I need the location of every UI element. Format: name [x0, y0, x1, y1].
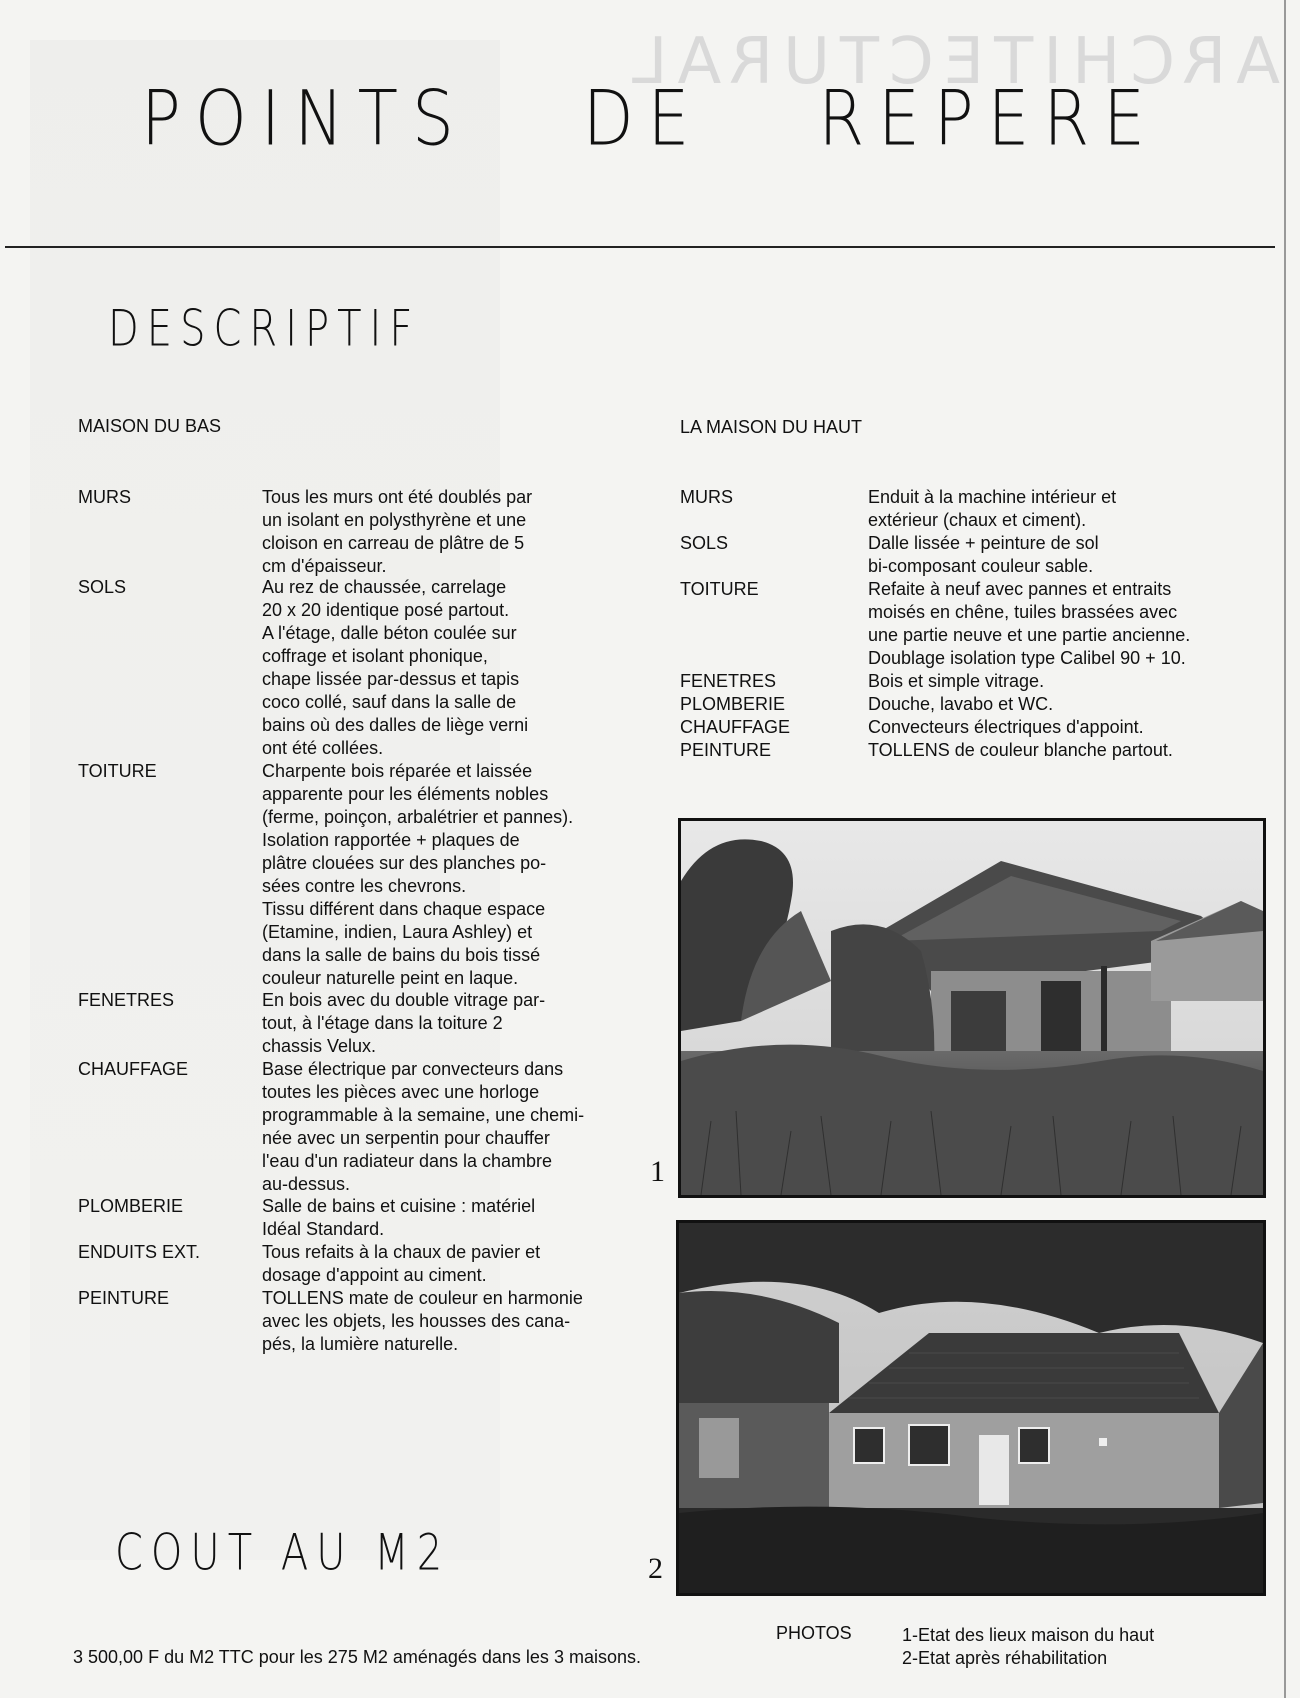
bas-label-peinture: PEINTURE [78, 1288, 170, 1308]
photo-number-2: 2 [648, 1552, 663, 1585]
bas-label-plomberie: PLOMBERIE [78, 1196, 184, 1216]
bas-text-plomberie: Salle de bains et cuisine : matériel Idéal Standard. [262, 1196, 536, 1239]
haut-text-sols: Dalle lissée + peinture de sol bi-composant couleur sable. [868, 533, 1099, 576]
bas-text-toiture: Charpente bois réparée et laissée apparente pour les éléments nobles (ferme, poinçon, arbalétrier et pannes). Isolation rapportée + plaques de plâtre clouées sur des planches po- sées contre les chevrons. Tissu différent dans chaque espace (Etamine, indien, Laura Ashley) et dans la salle de bains du bois tissé couleur naturelle peint en laque. [262, 761, 574, 988]
haut-label-toiture: TOITURE [680, 579, 759, 599]
bas-label-sols: SOLS [78, 577, 127, 597]
bas-label-fenetres: FENETRES [78, 990, 175, 1010]
photo-number-1: 1 [650, 1155, 665, 1188]
bas-text-enduits: Tous refaits à la chaux de pavier et dosage d'appoint au ciment. [262, 1242, 541, 1285]
haut-label-chauffage: CHAUFFAGE [680, 717, 791, 737]
photo-caption-2: 2-Etat après réhabilitation [902, 1648, 1108, 1668]
haut-text-toiture: Refaite à neuf avec pannes et entraits moisés en chêne, tuiles brassées avec une partie neuve et une partie ancienne. Doublage isolation type Calibel 90 + 10. [868, 579, 1191, 668]
section-descriptif: DESCRIPTIF [108, 300, 421, 358]
haut-label-peinture: PEINTURE [680, 740, 772, 760]
haut-label-plomberie: PLOMBERIE [680, 694, 786, 714]
bas-text-peinture: TOLLENS mate de couleur en harmonie avec les objets, les housses des cana- pés, la lumière naturelle. [262, 1288, 583, 1354]
haut-text-fenetres: Bois et simple vitrage. [868, 671, 1045, 691]
title-rule [5, 246, 1275, 248]
maison-bas-heading: MAISON DU BAS [78, 416, 222, 436]
bas-label-enduits: ENDUITS EXT. [78, 1242, 201, 1262]
photo-caption-1: 1-Etat des lieux maison du haut [902, 1625, 1155, 1645]
maison-haut-heading: LA MAISON DU HAUT [680, 417, 863, 437]
bas-label-toiture: TOITURE [78, 761, 157, 781]
photos-label: PHOTOS [776, 1623, 852, 1643]
cost-text: 3 500,00 F du M2 TTC pour les 275 M2 aménagés dans les 3 maisons. [73, 1647, 641, 1667]
page-title: POINTS DE REPERE [141, 74, 1159, 163]
photo-before [678, 818, 1266, 1198]
haut-label-murs: MURS [680, 487, 733, 507]
bas-text-murs: Tous les murs ont été doublés par un isolant en polysthyrène et une cloison en carreau de plâtre de 5 cm d'épaisseur. [262, 487, 533, 576]
page-edge [1284, 0, 1286, 1698]
section-cout: COUT AU M2 [115, 1524, 451, 1582]
bas-label-murs: MURS [78, 487, 131, 507]
haut-label-fenetres: FENETRES [680, 671, 777, 691]
photo-after [676, 1220, 1266, 1596]
bas-text-sols: Au rez de chaussée, carrelage 20 x 20 identique posé partout. A l'étage, dalle béton coulée sur coffrage et isolant phonique, chape lissée par-dessus et tapis coco collé, sauf dans la salle de bains où des dalles de liège verni ont été collées. [262, 577, 529, 758]
bas-label-chauffage: CHAUFFAGE [78, 1059, 189, 1079]
haut-text-chauffage: Convecteurs électriques d'appoint. [868, 717, 1144, 737]
bas-text-chauffage: Base électrique par convecteurs dans toutes les pièces avec une horloge programmable à la semaine, une chemi- née avec un serpentin pour chauffer l'eau d'un radiateur dans la chambre au-dessus. [262, 1059, 585, 1194]
haut-label-sols: SOLS [680, 533, 729, 553]
haut-text-peinture: TOLLENS de couleur blanche partout. [868, 740, 1173, 760]
haut-text-murs: Enduit à la machine intérieur et extérieur (chaux et ciment). [868, 487, 1117, 530]
bleed-through-title: ARCHITECTURAL [621, 25, 1280, 99]
haut-text-plomberie: Douche, lavabo et WC. [868, 694, 1054, 714]
bas-text-fenetres: En bois avec du double vitrage par- tout, à l'étage dans la toiture 2 chassis Velux. [262, 990, 546, 1056]
